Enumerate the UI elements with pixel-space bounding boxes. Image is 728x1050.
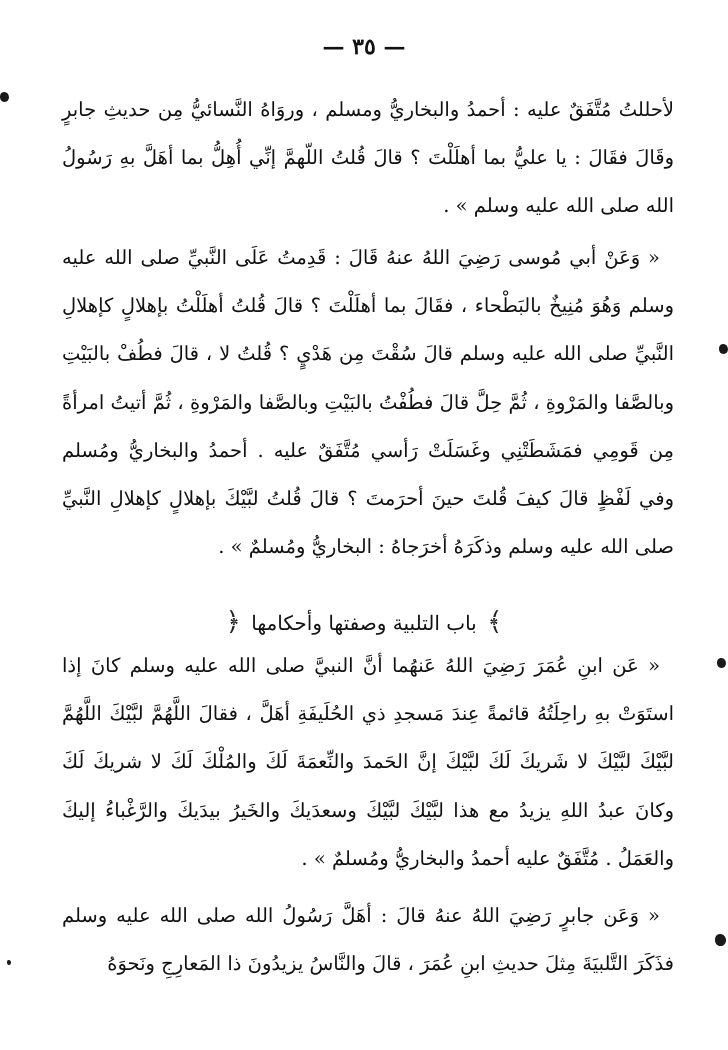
paragraph: « وَعَنْ أبي مُوسى رَضِيَ اللهُ عنهُ قَالَ : قَدِمتُ عَلَى النَّبيِّ صلى الله عليه وسلم وَهُوَ مُنِيخٌ بالبَطْحاء ، فقَالَ بما أهلَلْتَ ؟ قالَ قُلتُ أهلَلْتُ بإهلالٍ كإهلالِ النَّبيِّ صلى الله عليه وسلم قالَ سُقْتَ مِن هَدْيٍ ؟ قُلتُ لا ، قالَ فطُفْ بالبَيْتِ وبالصَّفا والمَرْوةِ ، ثُمَّ حِلَّ قالَ فطُفْتُ بالبَيْتِ وبالصَّفا والمَرْوةِ ، ثُمَّ أتيتُ امرأةً مِن قَومِي فمَشَطَتْنِي وغَسَلَتْ رَأسي مُتَّفَقٌ عليه . أحمدُ والبخاريُّ ومُسلم وفي لَفْظٍ قالَ كيفَ قُلتَ حينَ أحرَمتَ ؟ قالَ قُلتُ لبَّيْكَ بإهلالٍ كإهلالِ النَّبيِّ صلى الله عليه وسلم وذكَرَهُ أخرَجاهُ : البخاريُّ ومُسلمٌ » . (62, 246, 674, 559)
hadith-abu-musa (62, 234, 674, 571)
margin-ink-mark (7, 960, 11, 965)
margin-ink-mark (715, 934, 726, 946)
margin-ink-mark (717, 658, 726, 668)
hadith-jabir (62, 892, 674, 988)
hadith-ibn-umar (62, 642, 674, 883)
ornamental-bracket-right: ﴾ (487, 607, 503, 637)
ornamental-bracket-left: ﴿ (225, 607, 241, 637)
paragraph: « عَن ابنِ عُمَرَ رَضِيَ اللهُ عَنهُما أنَّ النبيَّ صلى الله عليه وسلم كانَ إذا استَوَتْ بهِ راحِلَتُهُ قائمةً عِندَ مَسجدِ ذي الحُلَيفَةِ أهَلَّ ، فقالَ اللَّهُمَّ لبَّيْكَ اللَّهُمَّ لبَّيْكَ لبَّيْكَ لا شَريكَ لَكَ لبَّيْكَ إنَّ الحَمدَ والنِّعمَةَ لَكَ والمُلْكَ لَكَ لا شريكَ لَكَ وكانَ عبدُ اللهِ يزيدُ مع هذا لبَّيْكَ لبَّيْكَ وسعدَيكَ والخَيرُ بيدَيكَ والرَّغْباءُ إليكَ والعَمَلُ . مُتَّفَقٌ عليه أحمدُ والبخاريُّ ومُسلمٌ » . (62, 654, 674, 870)
margin-ink-mark (0, 92, 9, 102)
margin-ink-mark (719, 344, 728, 354)
hadith-continuation (62, 86, 674, 231)
paragraph: « وَعَن جابرٍ رَضِيَ اللهُ عنهُ قالَ : أهَلَّ رَسُولُ الله صلى الله عليه وسلم فذَكَرَ التَّلبيَةَ مِثلَ حديثِ ابنِ عُمَرَ ، قالَ والنَّاسُ يزيدُونَ ذا المَعارِجِ ونَحوَهُ (62, 904, 674, 976)
page-number: — ٣٥ — (322, 34, 406, 60)
paragraph: لأحللتُ مُتَّفَقٌ عليه : أحمدُ والبخاريُّ ومسلم ، وروَاهُ النَّسائيُّ مِن حديثِ جابرٍ وقَالَ فقَالَ : يا عليُّ بما أهلَلْتَ ؟ قالَ قُلتُ اللّهمَّ إنِّي أُهِلُّ بما أهَلَّ بهِ رَسُولُ الله صلى الله عليه وسلم » . (62, 98, 674, 218)
chapter-title: باب التلبية وصفتها وأحكامها (251, 611, 477, 635)
chapter-heading (0, 604, 728, 641)
